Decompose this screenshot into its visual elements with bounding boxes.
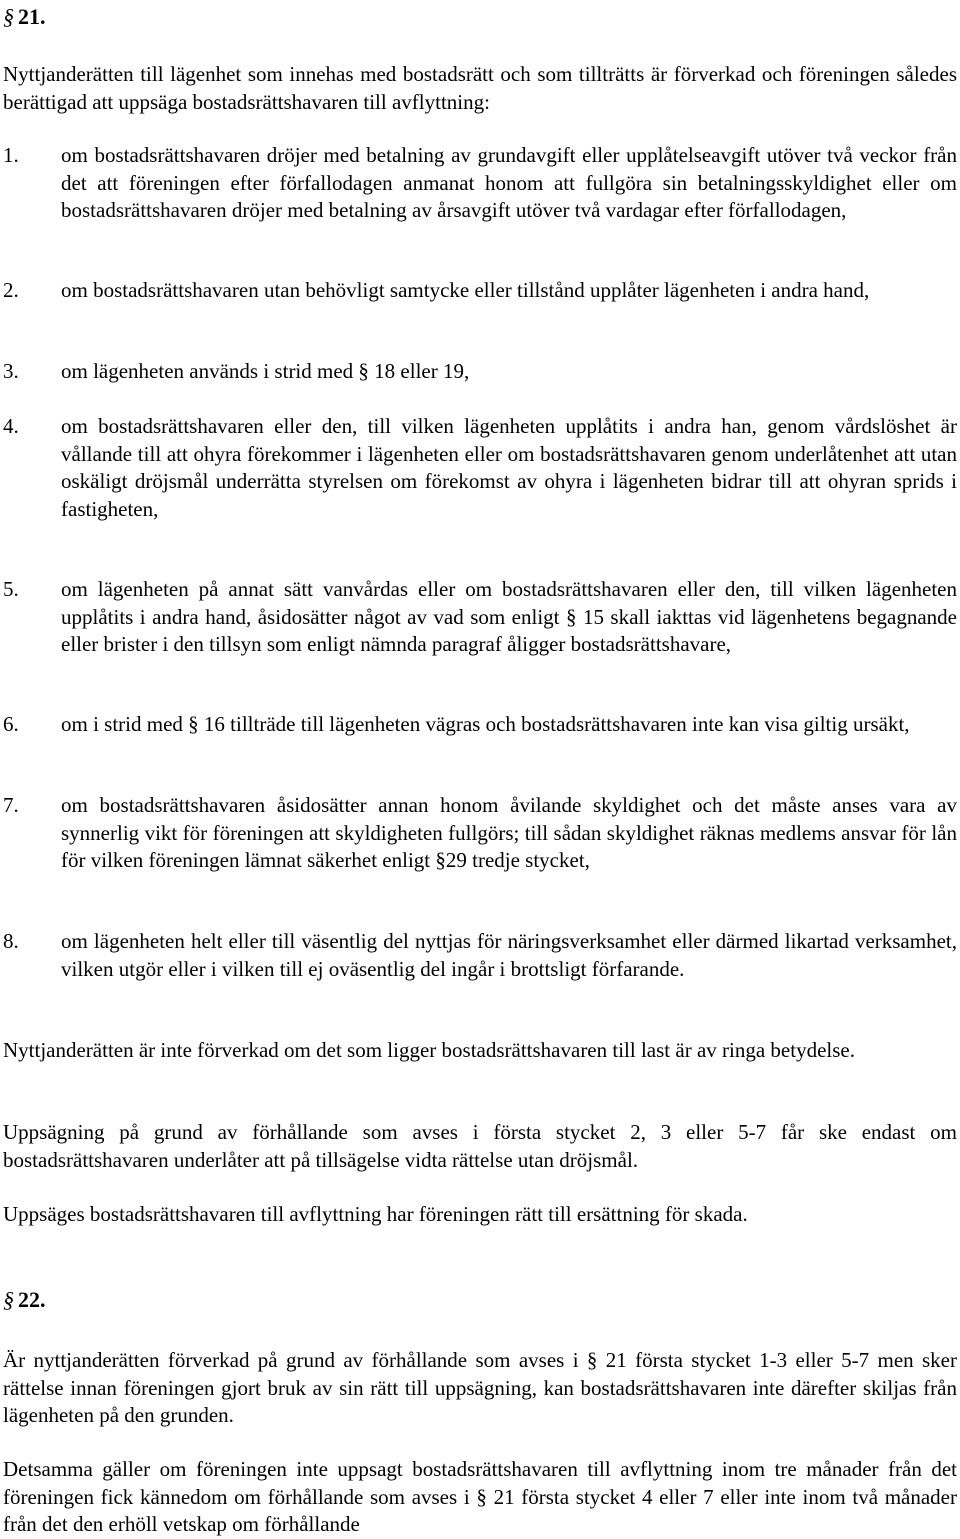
item-number: 8. — [3, 929, 19, 953]
item-text: om bostadsrättshavaren dröjer med betalning av grundavgift eller upplåtelseavgift utöver två veckor från det att föreningen efter förfallodagen anmanat honom att fullgöra sin betalningsskyldighet eller om bostadsrättshavaren dröjer med betalning av årsavgift utöver två vardagar efter förfallodagen, — [61, 143, 957, 222]
list-item — [3, 928, 957, 983]
section-22-heading — [3, 1287, 46, 1313]
list-item — [3, 277, 957, 305]
item-text: om bostadsrättshavaren utan behövligt samtycke eller tillstånd upplåter lägenheten i andra hand, — [61, 278, 870, 302]
item-number: 6. — [3, 712, 19, 736]
section-symbol: § — [3, 4, 14, 29]
item-text: om bostadsrättshavaren åsidosätter annan honom åvilande skyldighet och det måste anses vara av synnerlig vikt för föreningen att skyldigheten fullgörs; till sådan skyldighet räknas medlems ansvar för lån för vilken föreningen lämnat säkerhet enligt §29 tredje stycket, — [61, 793, 957, 872]
item-text: om i strid med § 16 tillträde till lägenheten vägras och bostadsrättshavaren inte kan visa giltig ursäkt, — [61, 712, 910, 736]
paragraph: Uppsägning på grund av förhållande som avses i första stycket 2, 3 eller 5-7 får ske endast om bostadsrättshavaren underlåter att på tillsägelse vidta rättelse utan dröjsmål. — [3, 1120, 957, 1172]
list-item — [3, 413, 957, 523]
section-symbol: § — [3, 1287, 14, 1312]
list-item — [3, 142, 957, 225]
paragraph: Uppsäges bostadsrättshavaren till avflyttning har föreningen rätt till ersättning för skada. — [3, 1202, 748, 1226]
item-number: 1. — [3, 143, 19, 167]
section-number: 21. — [18, 4, 46, 29]
list-item — [3, 358, 957, 386]
section-21-heading — [3, 4, 46, 30]
item-text: om lägenheten på annat sätt vanvårdas eller om bostadsrättshavaren eller den, till vilken lägenheten upplåtits i andra hand, åsidosätter något av vad som enligt § 15 skall iakttas vid lägenhetens begagnande eller brister i den tillsyn som enligt nämnda paragraf åligger bostadsrättshavare, — [61, 577, 957, 656]
item-number: 2. — [3, 278, 19, 302]
item-text: om bostadsrättshavaren eller den, till vilken lägenheten upplåtits i andra han, genom vårdslöshet är vållande till att ohyra förekommer i lägenheten eller om bostadsrättshavaren genom underlåtenhet att utan oskäligt dröjsmål underrätta styrelsen om förekomst av ohyra i lägenheten bidrar till att ohyran sprids i fastigheten, — [61, 414, 957, 521]
item-text: om lägenheten används i strid med § 18 eller 19, — [61, 359, 470, 383]
list-item — [3, 711, 957, 739]
list-item — [3, 792, 957, 875]
item-number: 5. — [3, 577, 19, 601]
paragraph: Detsamma gäller om föreningen inte uppsagt bostadsrättshavaren till avflyttning inom tre månader från det föreningen fick kännedom om förhållande som avses i § 21 första stycket 4 eller 7 eller inte inom två månader från det den erhöll vetskap om förhållande — [3, 1457, 957, 1536]
item-number: 4. — [3, 414, 19, 438]
paragraph: Nyttjanderätten är inte förverkad om det som ligger bostadsrättshavaren till last är av ringa betydelse. — [3, 1038, 855, 1062]
item-number: 3. — [3, 359, 19, 383]
item-text: om lägenheten helt eller till väsentlig del nyttjas för näringsverksamhet eller därmed likartad verksamhet, vilken utgör eller i vilken till ej oväsentlig del ingår i brottsligt förfarande. — [61, 929, 957, 981]
paragraph: Är nyttjanderätten förverkad på grund av förhållande som avses i § 21 första stycket 1-3 eller 5-7 men sker rättelse innan föreningen gjort bruk av sin rätt till uppsägning, kan bostadsrättshavaren inte därefter skiljas från lägenheten på den grunden. — [3, 1348, 957, 1427]
section-number: 22. — [18, 1287, 46, 1312]
item-number: 7. — [3, 793, 19, 817]
section-21-intro: Nyttjanderätten till lägenhet som innehas med bostadsrätt och som tillträtts är förverkad och föreningen således berättigad att uppsäga bostadsrättshavaren till avflyttning: — [3, 62, 957, 114]
list-item — [3, 576, 957, 659]
